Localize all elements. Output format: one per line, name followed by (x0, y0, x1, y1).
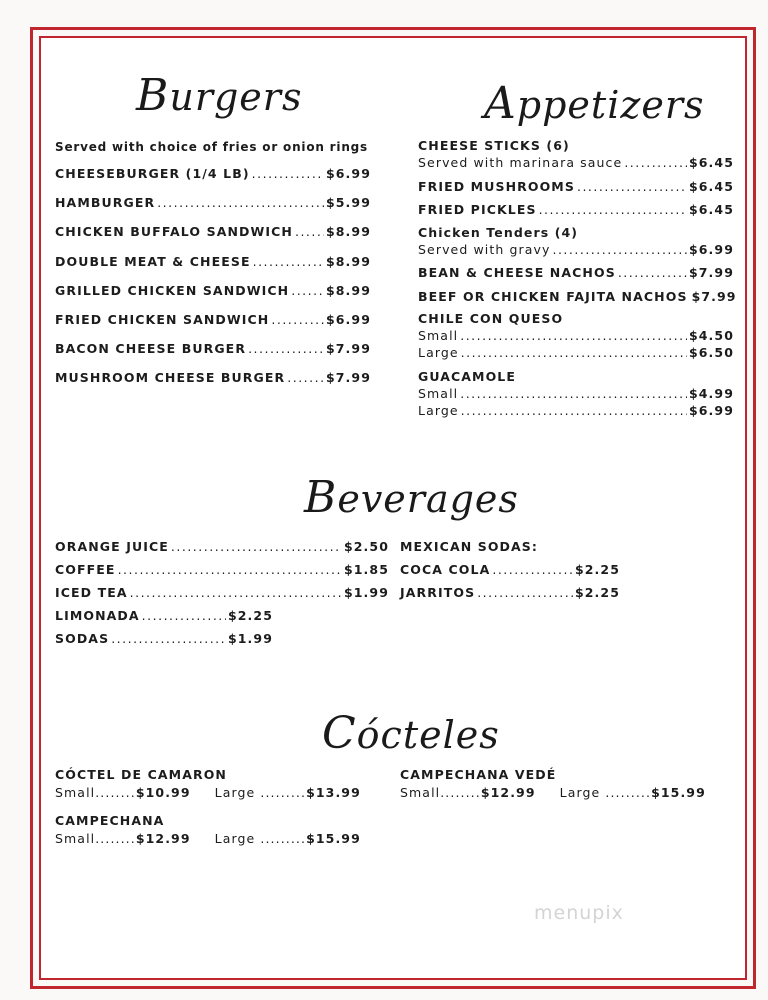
menu-item: Served with gravy ..... $6.99 (418, 242, 734, 258)
menu-item: MUSHROOM CHEESE BURGER ..... $7.99 (55, 370, 371, 386)
menu-item-heading: CHEESE STICKS (6) (418, 138, 570, 153)
menu-item: Served with marinara sauce ..... $6.45 (418, 155, 734, 171)
burgers-note: Served with choice of fries or onion rings (55, 140, 368, 154)
appetizers-title: Appetizers (484, 78, 705, 129)
menu-item: Large ..... $6.50 (418, 345, 734, 361)
menu-item: DOUBLE MEAT & CHEESE ..... $8.99 (55, 254, 371, 270)
menu-item-heading: CHILE CON QUESO (418, 311, 564, 326)
menu-item: CHEESEBURGER (1/4 LB) ..... $6.99 (55, 166, 371, 182)
burgers-title: Burgers (136, 70, 303, 121)
menu-item: LIMONADA ..... $2.25 (55, 608, 273, 624)
beverages-title: Beverages (304, 472, 519, 523)
menu-item-heading: CAMPECHANA (55, 813, 165, 828)
menu-item: FRIED PICKLES ..... $6.45 (418, 202, 734, 218)
menu-item-sizes: Small ........ $12.99 Large ......... $15.99 (400, 785, 706, 800)
menu-item-sizes: Small ........ $12.99 Large ......... $15.99 (55, 831, 361, 846)
menu-item: ORANGE JUICE ..... $2.50 (55, 539, 389, 555)
menu-item: COFFEE ..... $1.85 (55, 562, 389, 578)
menu-item-heading: CÓCTEL DE CAMARON (55, 767, 227, 782)
menu-item-heading: Chicken Tenders (4) (418, 225, 579, 240)
menu-item: BEAN & CHEESE NACHOS ..... $7.99 (418, 265, 734, 281)
menu-item: FRIED CHICKEN SANDWICH ..... $6.99 (55, 312, 371, 328)
menu-item: Large ..... $6.99 (418, 403, 734, 419)
menu-item-heading: GUACAMOLE (418, 369, 517, 384)
watermark-logo: menupix (534, 902, 624, 924)
menu-item-sizes: Small ........ $10.99 Large ......... $13.99 (55, 785, 361, 800)
menu-item: JARRITOS ..... $2.25 (400, 585, 620, 601)
menu-item: Small ..... $4.99 (418, 386, 734, 402)
menu-item: Small ..... $4.50 (418, 328, 734, 344)
menu-item: FRIED MUSHROOMS ..... $6.45 (418, 179, 734, 195)
cocteles-title: Cócteles (322, 708, 500, 759)
menu-item: COCA COLA ..... $2.25 (400, 562, 620, 578)
menu-item: BACON CHEESE BURGER ..... $7.99 (55, 341, 371, 357)
menu-item-heading: CAMPECHANA VEDÉ (400, 767, 557, 782)
menu-item: SODAS ..... $1.99 (55, 631, 273, 647)
mexican-sodas-heading: MEXICAN SODAS: (400, 539, 539, 554)
menu-item: HAMBURGER ..... $5.99 (55, 195, 371, 211)
menu-item: ICED TEA ..... $1.99 (55, 585, 389, 601)
menu-item: CHICKEN BUFFALO SANDWICH ..... $8.99 (55, 224, 371, 240)
menu-item: GRILLED CHICKEN SANDWICH ..... $8.99 (55, 283, 371, 299)
menu-item: BEEF OR CHICKEN FAJITA NACHOS $7.99 (418, 289, 737, 304)
